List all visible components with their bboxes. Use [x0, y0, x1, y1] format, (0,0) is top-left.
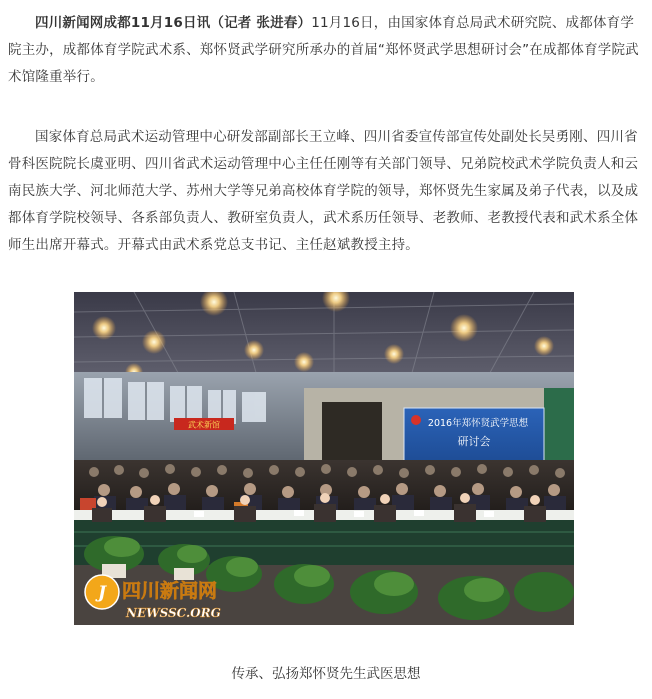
wall-sign-text: 武术新馆 [188, 420, 220, 430]
conference-photo [74, 292, 574, 625]
svg-text:J: J [97, 583, 107, 603]
watermark-en: NEWSSC.ORG [126, 606, 221, 620]
watermark-cn: 四川新闻网 [122, 580, 218, 602]
banner-title-line2: 研讨会 [457, 435, 491, 448]
article-dateline: 四川新闻网成都11月16日讯（记者 张进春） [35, 15, 312, 31]
photo-caption: 传承、弘扬郑怀贤先生武医思想 [231, 666, 421, 682]
article-paragraph-1 [8, 10, 644, 91]
article-paragraph-1-text: 11月16日，由国家体育总局武术研究院、成都体育学院主办，成都体育学院武术系、郑怀贤武学研究所承办的首届“郑怀贤武学思想研讨会”在成都体育学院武术馆隆重举行。 [8, 15, 639, 85]
article-paragraph-2: 国家体育总局武术运动管理中心研发部副部长王立峰、四川省委宣传部宣传处副处长吴勇刚、四川省骨科医院院长虞亚明、四川省武术运动管理中心主任任刚等有关部门领导、兄弟院校武术学院负责人和云南民族大学、河北师范大学、苏州大学等兄弟高校体育学院的领导，郑怀贤先生家属及弟子代表，以及成都体育学院校领导、各系部负责人、教研室负责人，武术系历任领导、老教师、老教授代表和武术系全体师生出席开幕式。开幕式由武术系党总支书记、主任赵斌教授主持。 [8, 129, 639, 253]
banner-title-line1: 2016年郑怀贤武学思想 [427, 418, 529, 429]
